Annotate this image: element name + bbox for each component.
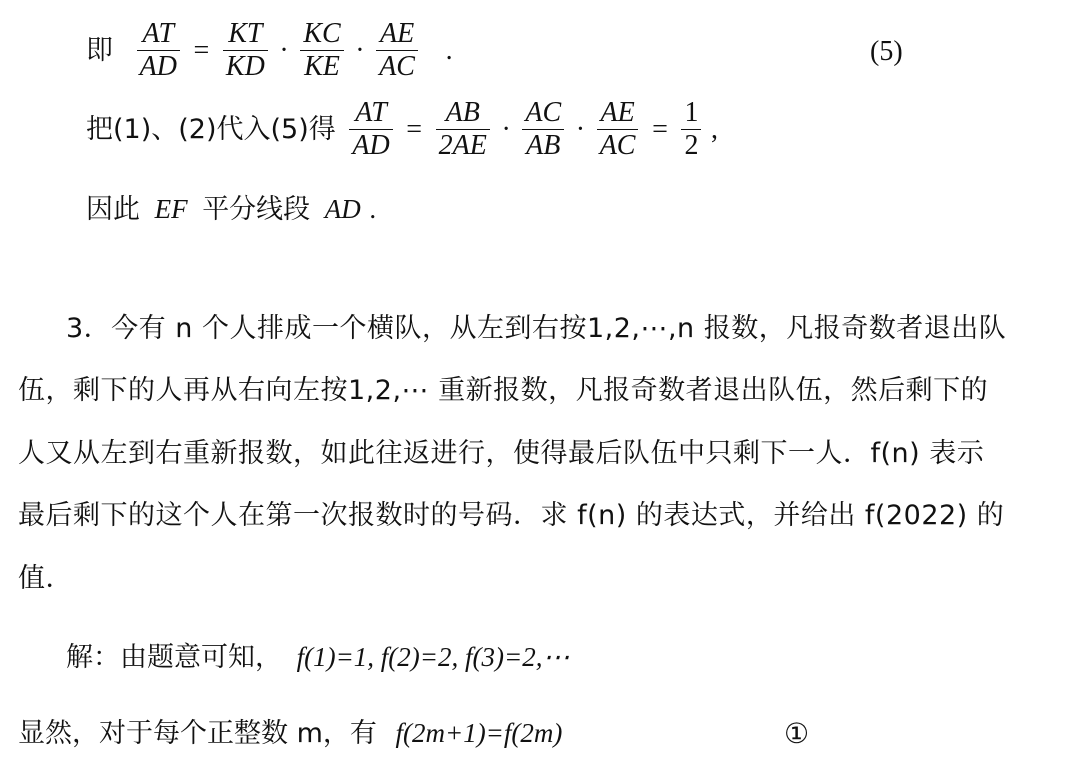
subst-f2-numerator: AC	[522, 97, 564, 130]
subst-f1-denominator: 2AE	[438, 130, 487, 162]
solution-intro: 解：由题意可知，	[66, 642, 282, 673]
subst-dot-1: ·	[501, 113, 511, 145]
conclusion-line	[86, 196, 376, 223]
subst-f2-denominator: AB	[526, 130, 561, 162]
solution-line-2	[18, 720, 562, 747]
eq5-f3-numerator: AE	[376, 18, 418, 51]
subst-result-numerator: 1	[681, 97, 701, 130]
eq5-fraction-3	[376, 18, 418, 83]
conclusion-math-ad: AD	[324, 194, 361, 224]
solution-recurrence: f(2m+1)=f(2m)	[395, 718, 563, 748]
subst-lhs-numerator: AT	[349, 97, 392, 130]
eq5-equals: =	[193, 34, 210, 66]
subst-f1-numerator: AB	[436, 97, 490, 130]
eq5-f1-denominator: KD	[225, 51, 265, 83]
conclusion-math-ef: EF	[154, 194, 188, 224]
subst-lhs-denominator: AD	[352, 130, 390, 162]
subst-fraction-1	[436, 97, 490, 162]
conclusion-text-1: 因此	[86, 194, 140, 225]
eq5-prefix: 即	[86, 35, 113, 67]
eq5-lhs-numerator: AT	[137, 18, 180, 51]
subst-result-denominator: 2	[684, 130, 699, 162]
eq5-dot-2: ·	[355, 34, 365, 66]
eq5-lhs-denominator: AD	[139, 51, 177, 83]
eq5-dot-1: ·	[279, 34, 289, 66]
subst-comma: ,	[711, 113, 719, 145]
eq5-f2-numerator: KC	[300, 18, 343, 51]
equation-5-tag: (5)	[870, 36, 903, 67]
conclusion-text-2: 平分线段	[202, 194, 311, 225]
problem3-line-2: 伍，剩下的人再从右向左按1,2,⋯ 重新报数，凡报奇数者退出队伍，然后剩下的	[18, 375, 989, 406]
equation-5	[86, 18, 457, 83]
problem3-line-1: 3．今有 n 个人排成一个横队，从左到右按1,2,⋯,n 报数，凡报奇数者退出队	[66, 313, 1007, 344]
eq5-f2-denominator: KE	[304, 51, 340, 83]
subst-f3-numerator: AE	[597, 97, 639, 130]
subst-result-fraction	[681, 97, 701, 162]
subst-fraction-3	[597, 97, 639, 162]
substitution-line	[86, 97, 722, 162]
solution-tag: ①	[784, 719, 810, 750]
eq5-period: .	[445, 34, 453, 66]
problem3-line-3: 人又从左到右重新报数，如此往返进行，使得最后队伍中只剩下一人．f(n) 表示	[18, 438, 985, 469]
eq5-fraction-1	[223, 18, 268, 83]
subst-lhs-fraction	[349, 97, 392, 162]
solution-line-1	[66, 644, 569, 671]
eq5-f3-denominator: AC	[379, 51, 415, 83]
eq5-lhs-fraction	[137, 18, 180, 83]
subst-equals: =	[406, 113, 423, 145]
eq5-f1-numerator: KT	[223, 18, 268, 51]
subst-fraction-2	[522, 97, 564, 162]
problem3-line-4: 最后剩下的这个人在第一次报数时的号码．求 f(n) 的表达式，并给出 f(2022) 的	[18, 500, 1005, 531]
solution-claim: 显然，对于每个正整数 m，有	[18, 718, 377, 749]
solution-initial-values: f(1)=1, f(2)=2, f(3)=2,⋯	[296, 642, 570, 672]
conclusion-period: .	[369, 194, 377, 224]
subst-equals-2: =	[652, 113, 668, 145]
subst-prefix: 把(1)、(2)代入(5)得	[86, 114, 336, 146]
subst-f3-denominator: AC	[599, 130, 636, 162]
subst-dot-2: ·	[575, 113, 586, 145]
eq5-fraction-2	[300, 18, 343, 83]
problem3-line-5: 值．	[18, 563, 73, 594]
